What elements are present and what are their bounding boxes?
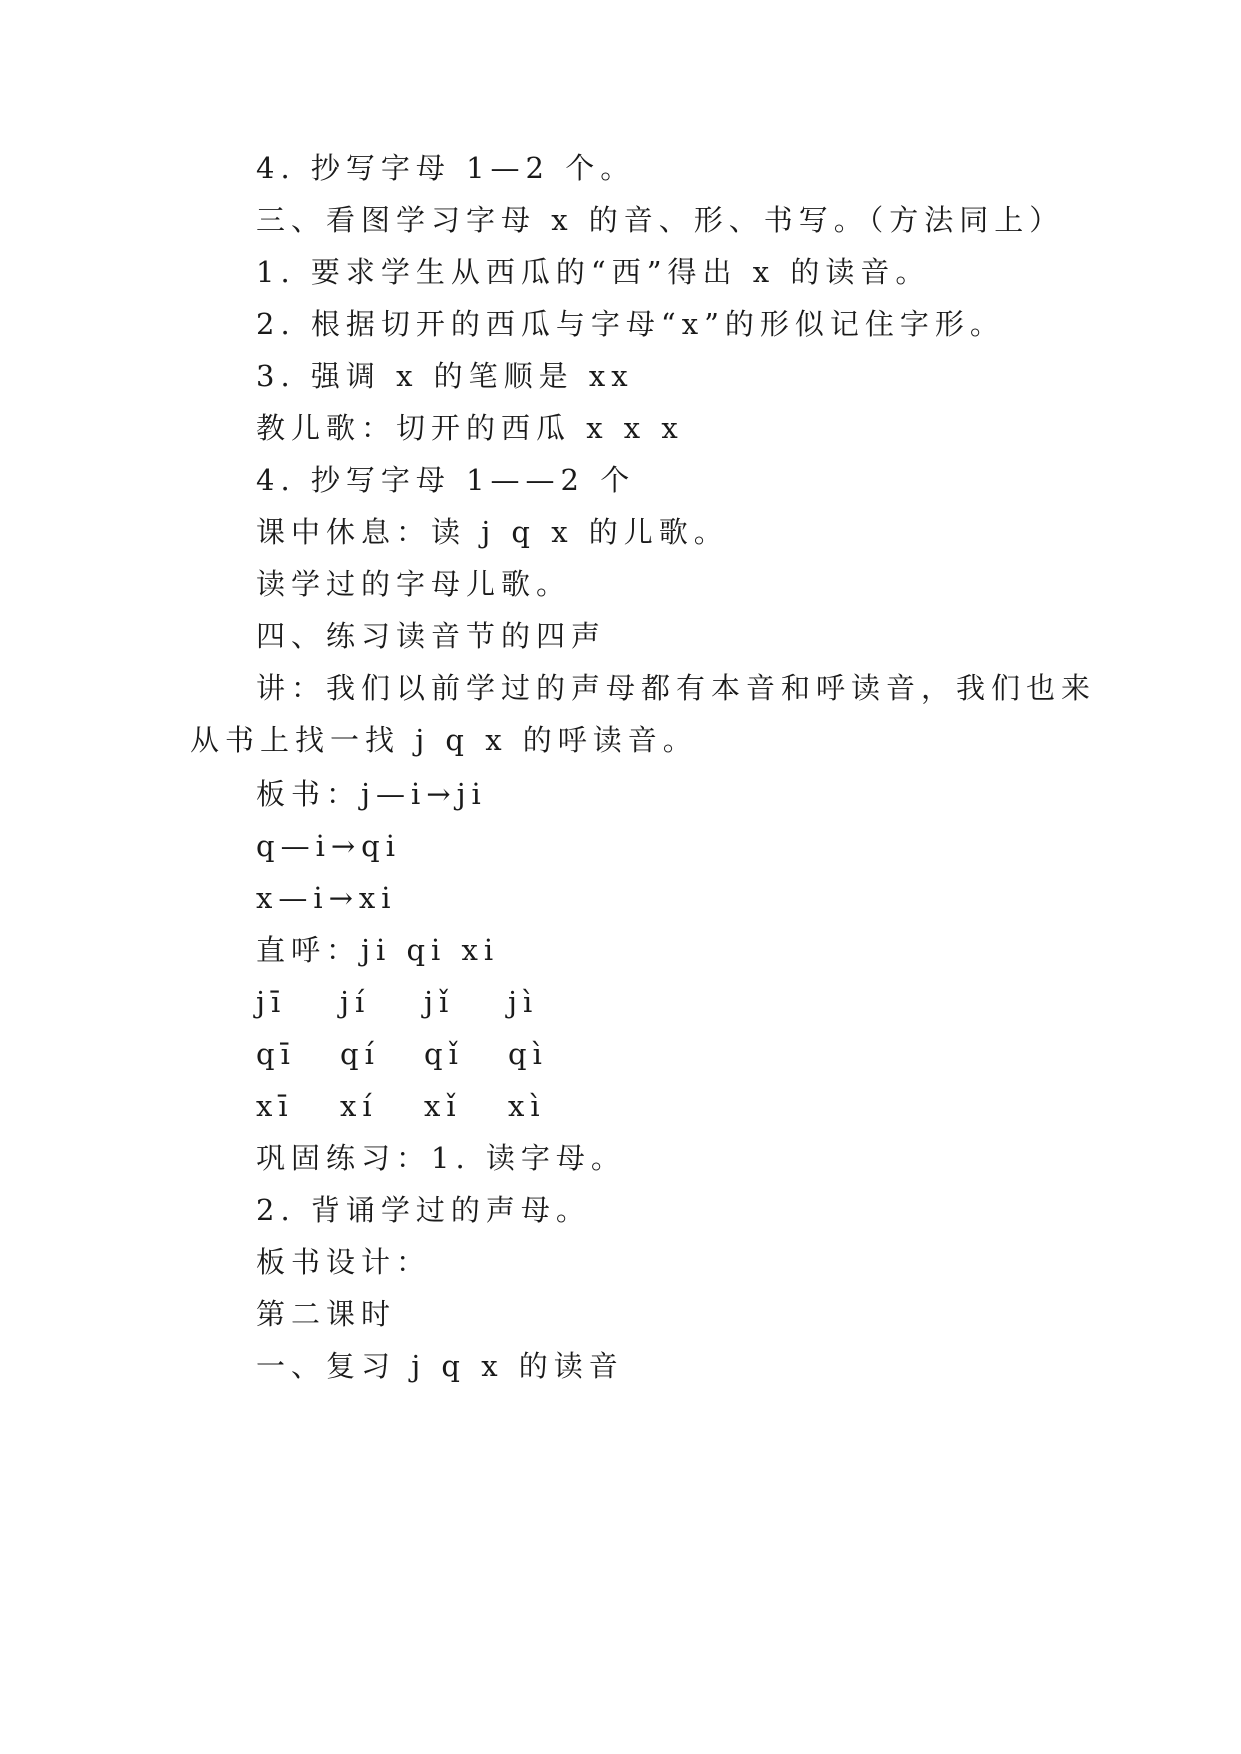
tone-syllable: qí: [340, 1037, 380, 1071]
board-line: x—i→xi: [256, 881, 397, 915]
board-line: 板书：j—i→ji: [256, 777, 487, 811]
tone-syllable: xǐ: [424, 1089, 462, 1123]
tone-syllable: xī: [256, 1089, 294, 1123]
text-line: 2. 根据切开的西瓜与字母“x”的形似记住字形。: [256, 307, 1005, 341]
text-line: 2. 背诵学过的声母。: [256, 1193, 591, 1227]
text-line: 板书设计：: [256, 1245, 432, 1279]
tone-syllable: jǐ: [424, 985, 455, 1019]
tone-syllable: xì: [508, 1089, 546, 1123]
text-line: 直呼：ji qi xi: [256, 933, 500, 967]
text-line: 3. 强调 x 的笔顺是 xx: [256, 359, 634, 393]
section-heading: 第二课时: [256, 1297, 397, 1331]
text-line: 4. 抄写字母 1—2 个。: [256, 151, 636, 185]
text-line: 4. 抄写字母 1——2 个: [256, 463, 636, 497]
text-line: 教儿歌：切开的西瓜 x x x: [256, 411, 684, 445]
section-heading: 四、练习读音节的四声: [256, 619, 607, 653]
board-line: q—i→qi: [256, 829, 401, 863]
section-heading: 一、复习 j q x 的读音: [256, 1349, 624, 1383]
tone-syllable: qī: [256, 1037, 296, 1071]
text-line: 讲：我们以前学过的声母都有本音和呼读音，我们也来: [256, 671, 1097, 705]
tone-row-j: [256, 982, 592, 1022]
tone-syllable: jí: [340, 985, 371, 1019]
tone-syllable: qǐ: [424, 1037, 464, 1071]
text-line: 1. 要求学生从西瓜的“西”得出 x 的读音。: [256, 255, 931, 289]
tone-row-x: [256, 1086, 592, 1126]
text-line: 巩固练习：1. 读字母。: [256, 1141, 626, 1175]
tone-syllable: jì: [508, 985, 539, 1019]
section-heading: 三、看图学习字母 x 的音、形、书写。（方法同上）: [256, 203, 1065, 237]
tone-syllable: xí: [340, 1089, 378, 1123]
text-line: 读学过的字母儿歌。: [256, 567, 572, 601]
tone-row-q: [256, 1034, 592, 1074]
tone-syllable: qì: [508, 1037, 548, 1071]
text-line: 课中休息：读 j q x 的儿歌。: [256, 515, 729, 549]
tone-syllable: jī: [256, 985, 287, 1019]
text-line: 从书上找一找 j q x 的呼读音。: [190, 723, 698, 757]
